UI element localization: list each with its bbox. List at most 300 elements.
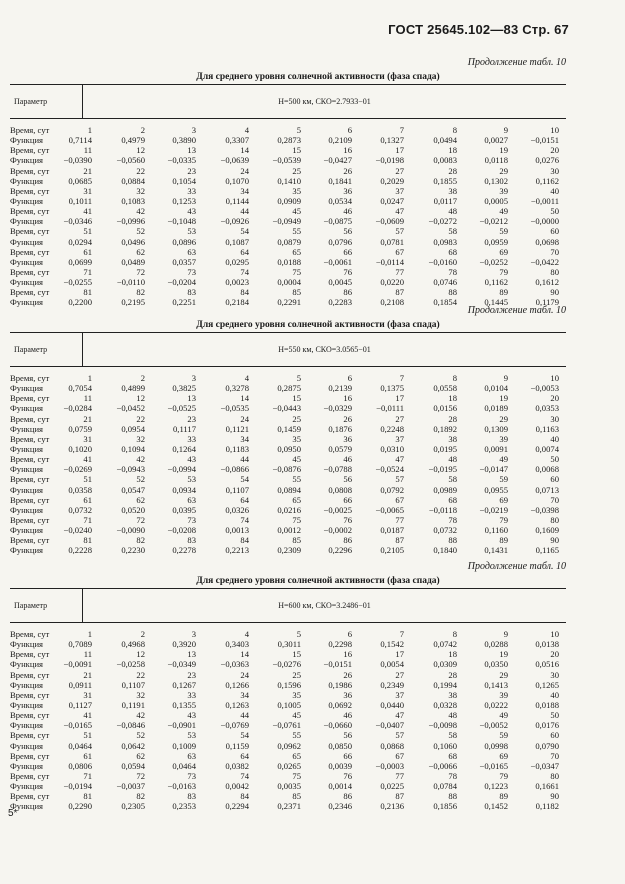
cell-value: −0,0098 [428,720,457,731]
cell-value: 0,1253 [172,195,196,206]
cell-value: 66 [343,246,352,257]
cell-value: 0,0496 [121,236,145,247]
cell-value: −0,0002 [323,525,352,536]
cell-value: 68 [448,246,457,257]
table-row [10,135,566,145]
table-row [10,751,566,761]
cell-value: 25 [292,413,301,424]
table-row [10,545,566,555]
cell-value: 0,2195 [121,297,145,308]
cell-value: −0,0110 [116,277,145,288]
cell-value: −0,0407 [375,720,404,731]
cell-value: −0,0660 [323,720,352,731]
row-label: Функция [10,720,44,731]
table-row [10,267,566,277]
cell-value: −0,0443 [272,403,301,414]
cell-value: 82 [136,535,145,546]
cell-value: 86 [343,287,352,298]
cell-value: 17 [395,145,404,156]
cell-value: 0,3011 [277,639,301,650]
cell-value: 0,0742 [433,639,457,650]
table-row [10,670,566,680]
cell-value: 0,1179 [535,297,559,308]
cell-value: 9 [503,125,508,135]
table-row [10,771,566,781]
cell-value: 45 [292,206,301,217]
cell-value: 0,0004 [277,277,301,288]
cell-value: 0,0187 [380,525,404,536]
cell-value: 0,2298 [328,639,352,650]
table-block [10,304,566,556]
cell-value: 76 [343,514,352,525]
cell-value: 25 [292,165,301,176]
cell-value: 44 [240,710,249,721]
cell-value: 0,0013 [225,525,249,536]
row-label: Время, сут [10,145,50,156]
row-label: Функция [10,216,44,227]
table-row [10,454,566,464]
continuation-label: Продолжение табл. 10 [467,57,566,68]
cell-value: 0,7054 [68,383,92,394]
row-label: Время, сут [10,649,50,660]
cell-value: 0,2875 [277,383,301,394]
row-label: Время, сут [10,206,50,217]
row-label: Время, сут [10,730,50,741]
cell-value: 0,0295 [225,256,249,267]
cell-value: 0,2873 [277,135,301,146]
cell-value: 0,0520 [121,504,145,515]
cell-value: 0,1661 [535,781,559,792]
cell-value: −0,0427 [323,155,352,166]
row-label: Функция [10,236,44,247]
cell-value: 0,1410 [277,175,301,186]
table-block [10,560,566,812]
cell-value: 80 [550,770,559,781]
cell-value: −0,0052 [479,720,508,731]
cell-value: 0,0395 [172,504,196,515]
cell-value: 8 [452,629,457,639]
cell-value: 0,0879 [277,236,301,247]
cell-value: 55 [292,226,301,237]
continuation-label: Продолжение табл. 10 [467,561,566,572]
cell-value: −0,0160 [428,256,457,267]
cell-value: 0,0357 [172,256,196,267]
cell-value: 0,4968 [121,639,145,650]
cell-value: 75 [292,770,301,781]
cell-value: 2 [140,629,145,639]
cell-value: 0,0808 [328,484,352,495]
cell-value: 37 [395,433,404,444]
cell-value: 51 [83,730,92,741]
cell-value: 60 [550,226,559,237]
parameter-label: Параметр [10,333,83,367]
cell-value: −0,0208 [167,525,196,536]
cell-value: 0,1264 [172,443,196,454]
parameter-label: Параметр [10,589,83,623]
cell-value: 0,0989 [433,484,457,495]
table-row [10,690,566,700]
cell-value: 58 [448,226,457,237]
cell-value: 4 [244,373,249,383]
table-row [10,403,566,413]
cell-value: 0,0579 [328,443,352,454]
cell-value: 0,0189 [484,403,508,414]
cell-value: 33 [187,689,196,700]
cell-value: 0,1854 [433,297,457,308]
cell-value: 53 [187,474,196,485]
cell-value: 0,0896 [172,236,196,247]
cell-value: 0,0934 [172,484,196,495]
cell-value: 0,1162 [484,277,508,288]
cell-value: 47 [395,454,404,465]
cell-value: −0,0639 [220,155,249,166]
cell-value: −0,0151 [323,659,352,670]
cell-value: 0,0045 [328,277,352,288]
cell-value: 84 [240,535,249,546]
cell-value: 77 [395,514,404,525]
cell-value: 0,0759 [68,423,92,434]
table-row [10,287,566,297]
cell-value: −0,0252 [479,256,508,267]
cell-value: 39 [499,689,508,700]
cell-value: 31 [83,185,92,196]
cell-value: 52 [136,226,145,237]
cell-value: 0,0440 [380,699,404,710]
cell-value: 1 [87,629,92,639]
cell-value: 82 [136,791,145,802]
cell-value: −0,0846 [116,720,145,731]
cell-value: 0,2294 [225,801,249,812]
cell-value: 2 [140,373,145,383]
row-label: Функция [10,504,44,515]
cell-value: 0,1986 [328,679,352,690]
cell-value: −0,0901 [167,720,196,731]
row-label: Время, сут [10,689,50,700]
table-row [10,730,566,740]
cell-value: 9 [503,373,508,383]
parameter-header [10,84,566,119]
cell-value: 11 [83,145,92,156]
cell-value: 58 [448,474,457,485]
cell-value: 0,2105 [380,545,404,556]
table-row [10,277,566,287]
cell-value: 21 [83,669,92,680]
cell-value: 86 [343,791,352,802]
cell-value: 0,0464 [172,760,196,771]
cell-value: 78 [448,770,457,781]
cell-value: 0,0353 [535,403,559,414]
cell-value: 0,0642 [121,740,145,751]
cell-value: 41 [83,206,92,217]
cell-value: 81 [83,535,92,546]
cell-value: 0,2346 [328,801,352,812]
cell-value: 0,4979 [121,135,145,146]
cell-value: 38 [448,433,457,444]
cell-value: 13 [187,649,196,660]
cell-value: 59 [499,730,508,741]
cell-value: 80 [550,514,559,525]
cell-value: 29 [499,669,508,680]
cell-value: 45 [292,454,301,465]
cell-value: 0,0806 [68,760,92,771]
cell-value: 0,0014 [328,781,352,792]
cell-value: 65 [292,246,301,257]
cell-value: −0,0065 [375,504,404,515]
cell-value: 0,2290 [68,801,92,812]
cell-value: 21 [83,165,92,176]
cell-value: 68 [448,750,457,761]
cell-value: 0,0195 [433,443,457,454]
cell-value: 0,1263 [225,699,249,710]
cell-value: 79 [499,266,508,277]
cell-value: 0,0265 [277,760,301,771]
table-row [10,206,566,216]
cell-value: 5 [296,373,301,383]
cell-value: 54 [240,474,249,485]
cell-value: −0,0347 [530,760,559,771]
table-row [10,629,566,639]
cell-value: −0,0363 [220,659,249,670]
cell-value: 48 [448,206,457,217]
cell-value: 0,0074 [535,443,559,454]
cell-value: 28 [448,669,457,680]
cell-value: 2 [140,125,145,135]
cell-value: 83 [187,791,196,802]
cell-value: 22 [136,165,145,176]
cell-value: 81 [83,791,92,802]
cell-value: 0,1223 [484,781,508,792]
cell-value: 83 [187,287,196,298]
cell-value: −0,1048 [167,216,196,227]
cell-value: −0,0452 [116,403,145,414]
cell-value: 0,0188 [277,256,301,267]
cell-value: 0,1005 [277,699,301,710]
cell-value: 65 [292,494,301,505]
cell-value: 85 [292,791,301,802]
cell-value: 0,0247 [380,195,404,206]
row-label: Время, сут [10,287,50,298]
cell-value: −0,0111 [376,403,404,414]
cell-value: −0,0539 [272,155,301,166]
cell-value: 11 [83,649,92,660]
cell-value: 34 [240,185,249,196]
cell-value: 19 [499,649,508,660]
cell-value: 0,0950 [277,443,301,454]
cell-value: 89 [499,535,508,546]
row-label: Время, сут [10,514,50,525]
cell-value: 11 [83,393,92,404]
cell-value: −0,0118 [428,504,457,515]
cell-value: −0,0346 [63,216,92,227]
cell-value: 33 [187,433,196,444]
cell-value: 30 [550,165,559,176]
cell-value: 39 [499,433,508,444]
cell-value: 73 [187,770,196,781]
cell-value: 61 [83,494,92,505]
cell-value: −0,0272 [428,216,457,227]
cell-value: 21 [83,413,92,424]
cell-value: −0,0061 [323,256,352,267]
page-header: ГОСТ 25645.102—83 Стр. 67 [388,22,569,37]
cell-value: 12 [136,145,145,156]
cell-value: 77 [395,770,404,781]
cell-value: −0,0524 [375,464,404,475]
row-label: Функция [10,525,44,536]
footer-mark: 5* [8,808,18,819]
cell-value: 30 [550,669,559,680]
cell-value: 0,2349 [380,679,404,690]
cell-value: 0,2305 [121,801,145,812]
cell-value: 62 [136,494,145,505]
cell-value: 8 [452,373,457,383]
cell-value: −0,0204 [167,277,196,288]
cell-value: 13 [187,393,196,404]
cell-value: 72 [136,266,145,277]
cell-value: 40 [550,689,559,700]
cell-value: −0,0053 [530,383,559,394]
cell-value: 0,0216 [277,504,301,515]
cell-value: 70 [550,246,559,257]
cell-value: 0,0884 [121,175,145,186]
table-block [10,56,566,308]
cell-value: 0,3278 [225,383,249,394]
cell-value: 0,0962 [277,740,301,751]
cell-value: 0,1856 [433,801,457,812]
cell-value: 29 [499,165,508,176]
cell-value: 0,0035 [277,781,301,792]
cell-value: −0,0151 [530,135,559,146]
row-label: Время, сут [10,185,50,196]
cell-value: 0,2309 [277,545,301,556]
row-label: Время, сут [10,266,50,277]
cell-value: −0,0003 [375,760,404,771]
row-label: Функция [10,155,44,166]
cell-value: 87 [395,791,404,802]
cell-value: 79 [499,770,508,781]
cell-value: 88 [448,791,457,802]
cell-value: 0,0309 [433,659,457,670]
cell-value: 12 [136,393,145,404]
cell-value: 0,4899 [121,383,145,394]
cell-value: 0,1127 [68,699,92,710]
cell-value: 0,1596 [277,679,301,690]
cell-value: 4 [244,125,249,135]
cell-value: 0,1265 [535,679,559,690]
cell-value: 0,2200 [68,297,92,308]
table-row [10,659,566,669]
cell-value: 23 [187,165,196,176]
table-row [10,474,566,484]
cell-value: 0,1083 [121,195,145,206]
cell-value: 0,0796 [328,236,352,247]
cell-value: 0,1094 [121,443,145,454]
cell-value: 84 [240,791,249,802]
cell-value: 22 [136,669,145,680]
cell-value: 48 [448,710,457,721]
cell-value: −0,0390 [63,155,92,166]
table-row [10,720,566,730]
cell-value: 0,3920 [172,639,196,650]
cell-value: 10 [550,373,559,383]
cell-value: 0,1087 [225,236,249,247]
cell-value: 35 [292,185,301,196]
cell-value: 18 [448,393,457,404]
cell-value: 0,0998 [484,740,508,751]
cell-value: 40 [550,185,559,196]
cell-value: 57 [395,226,404,237]
cell-value: 17 [395,649,404,660]
table-row [10,247,566,257]
cell-value: 67 [395,246,404,257]
cell-value: −0,0329 [323,403,352,414]
cell-value: 90 [550,287,559,298]
cell-value: 71 [83,770,92,781]
table-row [10,535,566,545]
row-label: Время, сут [10,226,50,237]
cell-value: −0,0025 [323,504,352,515]
cell-value: 14 [240,145,249,156]
row-label: Функция [10,639,44,650]
cell-value: 0,0023 [225,277,249,288]
table-row [10,145,566,155]
cell-value: 56 [343,474,352,485]
cell-value: 67 [395,750,404,761]
cell-value: 16 [343,145,352,156]
cell-value: 15 [292,393,301,404]
cell-value: −0,0195 [428,464,457,475]
cell-value: 0,2029 [380,175,404,186]
cell-value: 28 [448,165,457,176]
cell-value: 63 [187,246,196,257]
cell-value: 0,2353 [172,801,196,812]
cell-value: 0,1542 [380,639,404,650]
cell-value: 83 [187,535,196,546]
row-label: Время, сут [10,535,50,546]
cell-value: 24 [240,413,249,424]
cell-value: 0,0188 [535,699,559,710]
table-row [10,791,566,801]
cell-value: 0,0790 [535,740,559,751]
cell-value: −0,0258 [116,659,145,670]
cell-value: 30 [550,413,559,424]
table-row [10,505,566,515]
cell-value: 50 [550,206,559,217]
data-rows [10,125,566,308]
cell-value: 0,1309 [484,423,508,434]
cell-value: 0,2136 [380,801,404,812]
cell-value: 6 [347,125,352,135]
cell-value: −0,0165 [479,760,508,771]
cell-value: 0,0792 [380,484,404,495]
cell-value: 52 [136,474,145,485]
cell-value: 19 [499,145,508,156]
cell-value: −0,0066 [428,760,457,771]
row-label: Время, сут [10,629,50,639]
cell-value: 0,0732 [68,504,92,515]
cell-value: 36 [343,433,352,444]
cell-value: 36 [343,689,352,700]
cell-value: 0,0358 [68,484,92,495]
cell-value: 0,1375 [380,383,404,394]
cell-value: 0,0350 [484,659,508,670]
cell-value: 20 [550,649,559,660]
cell-value: −0,0609 [375,216,404,227]
cell-value: 0,0294 [68,236,92,247]
cell-value: 27 [395,669,404,680]
cell-value: 18 [448,145,457,156]
cell-value: 34 [240,433,249,444]
cell-value: 0,0489 [121,256,145,267]
